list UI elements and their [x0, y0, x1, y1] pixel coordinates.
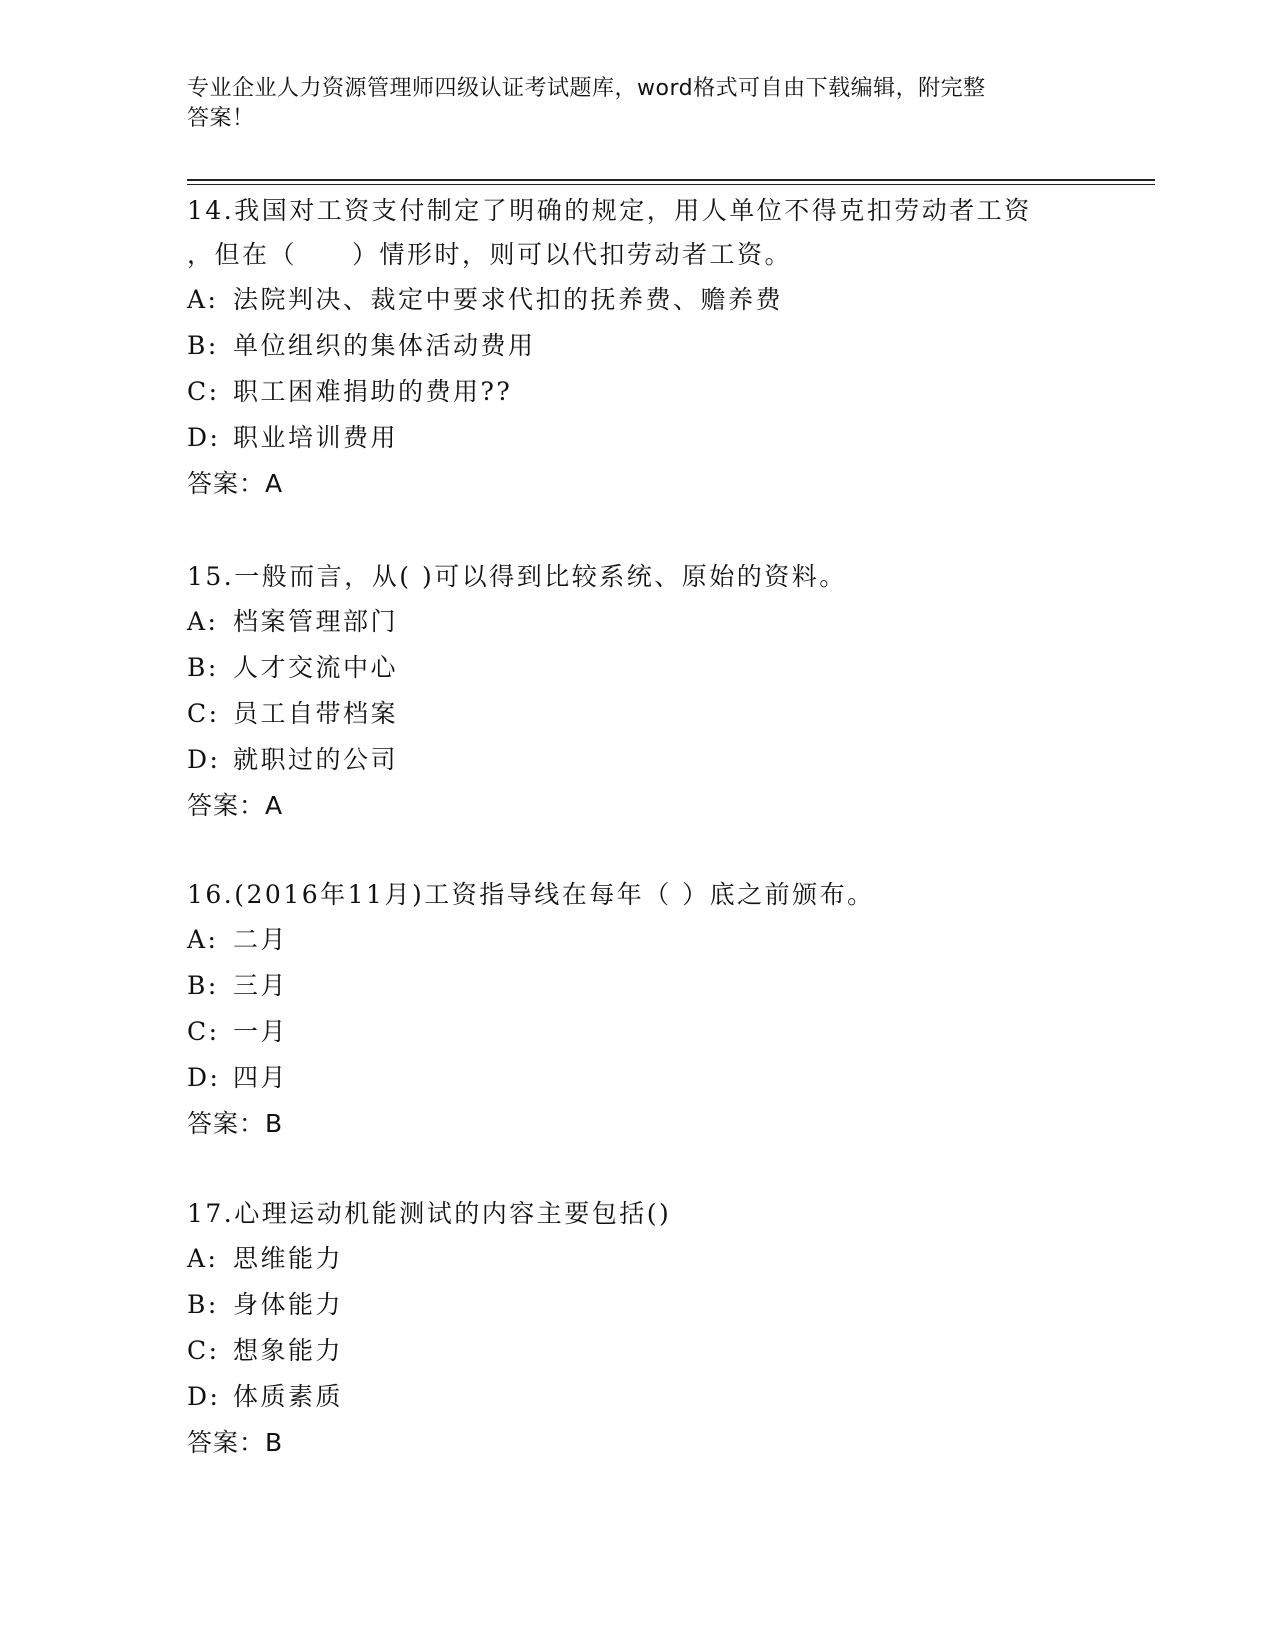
question-17	[187, 1192, 1087, 1466]
option-a	[187, 1236, 1087, 1282]
header-divider-thick	[187, 179, 1155, 181]
question-title: 17.心理运动机能测试的内容主要包括()	[187, 1199, 672, 1228]
question-title: 15.一般而言，从( )可以得到比较系统、原始的资料。	[187, 562, 847, 591]
option-a	[187, 917, 1087, 963]
question-title: 16.(2016年11月)工资指导线在每年（ ）底之前颁布。	[187, 880, 875, 909]
option-text: 体质素质	[233, 1382, 344, 1411]
header-line-1: 专业企业人力资源管理师四级认证考试题库，word格式可自由下载编辑，附完整	[187, 76, 986, 101]
option-letter: A:	[187, 1244, 219, 1273]
question-16	[187, 873, 1087, 1147]
option-c	[187, 1328, 1087, 1374]
option-letter: D:	[187, 1382, 221, 1411]
option-text: 职业培训费用	[233, 423, 399, 452]
option-letter: B:	[187, 331, 219, 360]
option-b	[187, 645, 1087, 691]
option-b	[187, 1282, 1087, 1328]
option-b	[187, 323, 1087, 369]
option-letter: D:	[187, 423, 221, 452]
option-text: 一月	[233, 1017, 289, 1046]
option-letter: B:	[187, 971, 219, 1000]
question-title-continued: ，但在（ ）情形时，则可以代扣劳动者工资。	[187, 240, 793, 269]
option-c	[187, 1009, 1087, 1055]
answer-line: 答案：B	[187, 1428, 284, 1457]
option-b	[187, 963, 1087, 1009]
answer-line: 答案：A	[187, 791, 284, 820]
option-text: 档案管理部门	[233, 607, 399, 636]
option-d	[187, 737, 1087, 783]
question-14	[187, 189, 1087, 507]
option-text: 员工自带档案	[233, 699, 399, 728]
question-15	[187, 555, 1087, 829]
option-letter: C:	[187, 1017, 220, 1046]
document-header	[187, 74, 1067, 134]
option-letter: A:	[187, 925, 219, 954]
option-d	[187, 1055, 1087, 1101]
option-text: 二月	[233, 925, 289, 954]
option-text: 四月	[233, 1063, 289, 1092]
option-a	[187, 277, 1087, 323]
answer-line: 答案：A	[187, 469, 284, 498]
option-letter: C:	[187, 1336, 220, 1365]
option-letter: B:	[187, 653, 219, 682]
option-letter: B:	[187, 1290, 219, 1319]
option-c	[187, 369, 1087, 415]
header-line-2: 答案！	[187, 106, 255, 131]
option-letter: D:	[187, 745, 221, 774]
option-text: 单位组织的集体活动费用	[233, 331, 536, 360]
option-text: 三月	[233, 971, 289, 1000]
option-text: 人才交流中心	[233, 653, 399, 682]
option-text: 身体能力	[233, 1290, 344, 1319]
option-c	[187, 691, 1087, 737]
option-text: 想象能力	[233, 1336, 344, 1365]
option-letter: C:	[187, 699, 220, 728]
option-letter: A:	[187, 607, 219, 636]
option-letter: A:	[187, 285, 219, 314]
option-d	[187, 415, 1087, 461]
header-divider-thin	[187, 184, 1155, 185]
answer-line: 答案：B	[187, 1109, 284, 1138]
option-text: 就职过的公司	[233, 745, 399, 774]
option-a	[187, 599, 1087, 645]
option-text: 职工困难捐助的费用??	[233, 377, 513, 406]
option-text: 法院判决、裁定中要求代扣的抚养费、赡养费	[233, 285, 784, 314]
option-text: 思维能力	[233, 1244, 344, 1273]
option-letter: C:	[187, 377, 220, 406]
option-letter: D:	[187, 1063, 221, 1092]
option-d	[187, 1374, 1087, 1420]
question-title: 14.我国对工资支付制定了明确的规定，用人单位不得克扣劳动者工资	[187, 196, 1032, 225]
